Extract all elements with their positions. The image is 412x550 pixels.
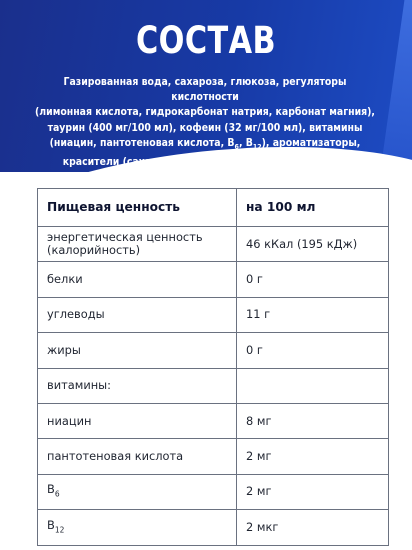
nutrient-name: пантотеновая кислота bbox=[38, 439, 237, 474]
table-row bbox=[38, 262, 389, 297]
nutrient-value: 2 мг bbox=[237, 439, 389, 474]
table-row bbox=[38, 368, 389, 403]
subscript: 12 bbox=[54, 524, 65, 534]
nutrient-name bbox=[38, 510, 237, 545]
vitamin-letter: B bbox=[47, 482, 55, 497]
nutrient-value bbox=[237, 368, 389, 403]
composition-line: Газированная вода, сахароза, глюкоза, регуляторы кислотности bbox=[63, 76, 347, 104]
composition-line: (лимонная кислота, гидрокарбонат натрия, карбонат магния), bbox=[35, 106, 375, 119]
nutrient-value: 2 мг bbox=[237, 474, 389, 509]
composition-text bbox=[32, 75, 378, 170]
nutrient-name: ниацин bbox=[38, 403, 237, 438]
nutrient-value: 8 мг bbox=[237, 403, 389, 438]
table-header-row bbox=[38, 189, 389, 227]
composition-line bbox=[32, 136, 378, 155]
nutrient-name: белки bbox=[38, 262, 237, 297]
composition-fragment: (ниацин, пантотеновая кислота, B bbox=[49, 136, 235, 149]
nutrient-name: углеводы bbox=[38, 297, 237, 332]
composition-line: красители (сахарный колер I простой, рибофлавин) bbox=[62, 156, 348, 169]
table-row bbox=[38, 403, 389, 438]
table-row bbox=[38, 227, 389, 262]
nutrient-name: витамины: bbox=[38, 368, 237, 403]
composition-line: таурин (400 мг/100 мл), кофеин (32 мг/100 мл), витамины bbox=[47, 121, 363, 134]
nutrient-value: 2 мкг bbox=[237, 510, 389, 545]
nutrient-name bbox=[38, 474, 237, 509]
nutrient-value: 46 кКал (195 кДж) bbox=[237, 227, 389, 262]
banner-highlight bbox=[378, 0, 412, 172]
nutrient-value: 0 г bbox=[237, 262, 389, 297]
table-row bbox=[38, 474, 389, 509]
nutrient-name: энергетическая ценность (калорийность) bbox=[38, 227, 237, 262]
composition-fragment: ), ароматизаторы, bbox=[261, 136, 361, 149]
table-row bbox=[38, 510, 389, 545]
vitamin-letter: B bbox=[47, 517, 55, 532]
table-row bbox=[38, 297, 389, 332]
table-row bbox=[38, 333, 389, 368]
subscript: 6 bbox=[234, 142, 239, 151]
table-row bbox=[38, 439, 389, 474]
page-title: СОСТАВ bbox=[135, 19, 277, 62]
nutrient-value: 0 г bbox=[237, 333, 389, 368]
subscript: 12 bbox=[252, 142, 262, 151]
composition-fragment: , B bbox=[238, 136, 253, 149]
nutrient-name: жиры bbox=[38, 333, 237, 368]
nutrition-table bbox=[37, 188, 389, 546]
subscript: 6 bbox=[54, 489, 60, 499]
nutrient-value: 11 г bbox=[237, 297, 389, 332]
column-header-nutrient: Пищевая ценность bbox=[38, 189, 237, 227]
column-header-per-100ml: на 100 мл bbox=[237, 189, 389, 227]
